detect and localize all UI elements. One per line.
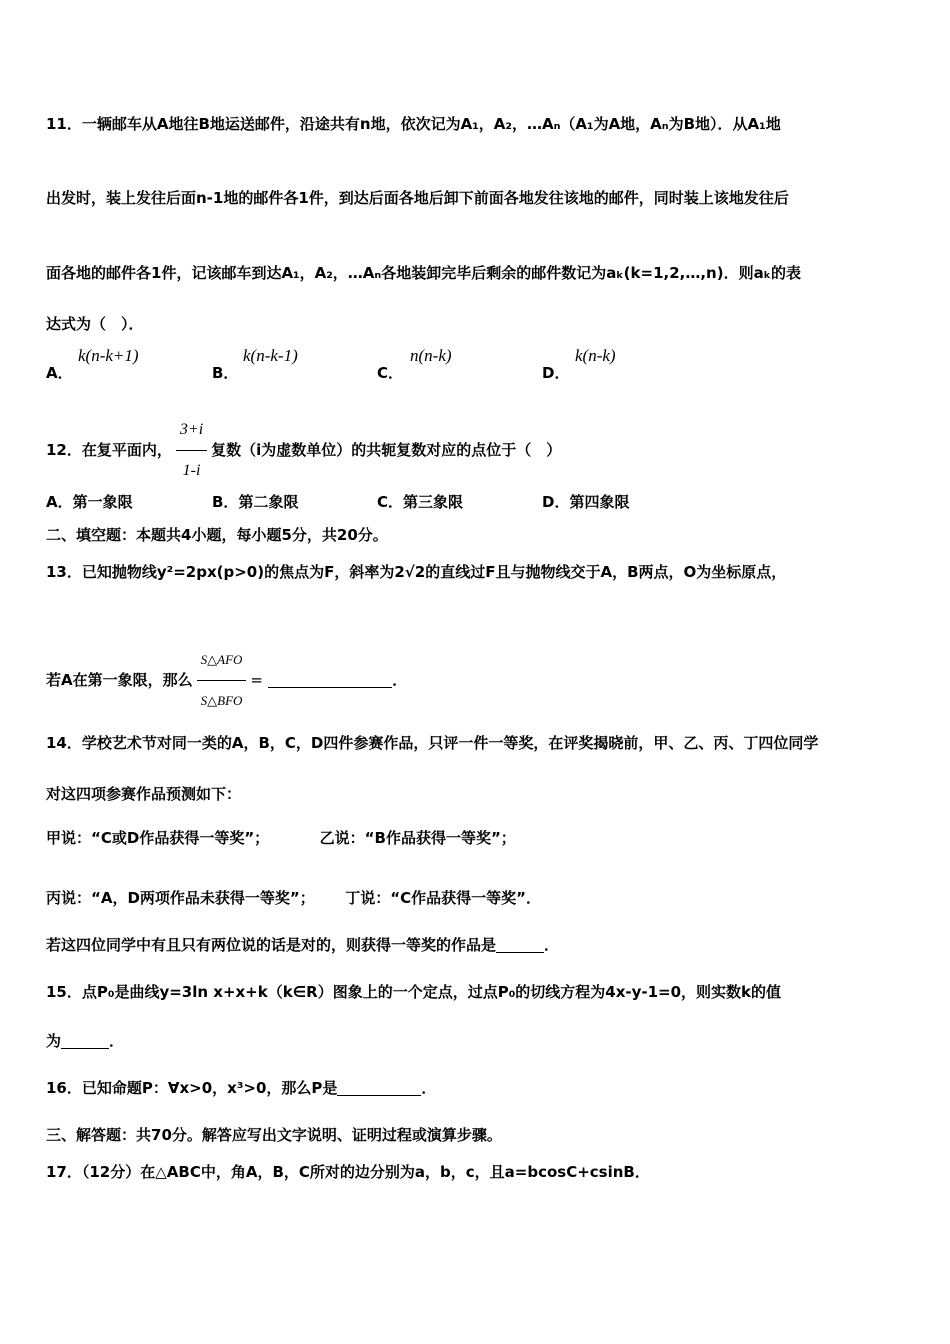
q12-option-b: B．第二象限 — [212, 493, 299, 511]
q14-bing: 丙说：“A，D两项作品未获得一等奖”； — [46, 889, 315, 907]
q15-line1: 15．点P₀是曲线y=3ln x+x+k（k∈R）图象上的一个定点，过点P₀的切线方程为4x-y-1=0，则实数k的值 — [46, 983, 782, 1001]
q14-jia-yi — [46, 828, 910, 848]
q11-option-c-label: C． — [377, 364, 404, 382]
q14-yi: 乙说：“B作品获得一等奖”； — [319, 829, 516, 847]
q14-line5: 若这四位同学中有且只有两位说的话是对的，则获得一等奖的作品是 ． — [46, 936, 560, 954]
q14-ding: 丁说：“C作品获得一等奖”． — [345, 889, 541, 907]
q11-option-c-expr: n(n-k) — [410, 346, 452, 365]
q15-line2: 为 ． — [46, 1032, 125, 1050]
section-2-heading: 二、填空题：本题共4小题，每小题5分，共20分。 — [46, 526, 388, 544]
q17-line: 17．（12分）在△ABC中，角A，B，C所对的边分别为a，b，c，且a=bcosC+csinB． — [46, 1163, 650, 1181]
q14-line1: 14．学校艺术节对同一类的A，B，C，D四件参赛作品，只评一件一等奖，在评奖揭晓前，甲、乙、丙、丁四位同学 — [46, 734, 819, 752]
q11-line3: 面各地的邮件各1件，记该邮车到达A₁，A₂，…Aₙ各地装卸完毕后剩余的邮件数记为aₖ(k=1,2,…,n)．则aₖ的表 — [46, 264, 802, 282]
q16-answer-blank[interactable] — [337, 1081, 421, 1096]
q13-fraction: $\frac{\text{S△AFO}}{\text{S△BFO}}$ — [197, 640, 247, 721]
q12-option-d: D．第四象限 — [542, 493, 630, 511]
q13-answer-blank[interactable] — [268, 673, 392, 688]
q13-line2: 若A在第一象限，那么 $\frac{\text{S△AFO}}{\text{S△BFO}}$ = ． — [46, 640, 910, 721]
q14-jia: 甲说：“C或D作品获得一等奖”； — [46, 829, 270, 847]
section-3-heading: 三、解答题：共70分。解答应写出文字说明、证明过程或演算步骤。 — [46, 1126, 502, 1144]
q13-line1: 13．已知抛物线y²=2px(p>0)的焦点为F，斜率为2√2的直线过F且与抛物线交于A，B两点，O为坐标原点， — [46, 563, 787, 581]
q11-option-b-label: B． — [212, 364, 239, 382]
q11-option-d-label: D． — [542, 364, 570, 382]
q16-line: 16．已知命题P：∀x>0，x³>0，那么P是 ． — [46, 1079, 437, 1097]
q11-option-b-expr: k(n-k-1) — [243, 346, 298, 365]
q11-option-a-expr: k(n-k+1) — [78, 346, 139, 365]
q12-option-c: C．第三象限 — [377, 493, 464, 511]
q12-line: 12．在复平面内， $\frac{3+i}{1-i}$ 复数（i为虚数单位）的共轭复数对应的点位于（ ） — [46, 410, 910, 491]
q14-answer-blank[interactable] — [496, 938, 544, 953]
q12-option-a: A．第一象限 — [46, 493, 133, 511]
q14-line2: 对这四项参赛作品预测如下： — [46, 785, 242, 803]
q11-line4: 达式为（ ）． — [46, 315, 144, 333]
q11-option-d-expr: k(n-k) — [575, 346, 616, 365]
q12-fraction: $\frac{3+i}{1-i}$ — [176, 410, 207, 491]
q14-bing-ding — [46, 888, 910, 908]
q11-line1: 11．一辆邮车从A地往B地运送邮件，沿途共有n地，依次记为A₁，A₂，…Aₙ（A₁为A地，Aₙ为B地）．从A₁地 — [46, 115, 781, 133]
q15-answer-blank[interactable] — [61, 1034, 109, 1049]
q11-line2: 出发时，装上发往后面n-1地的邮件各1件，到达后面各地后卸下前面各地发往该地的邮件，同时装上该地发往后 — [46, 189, 789, 207]
q11-option-a-label: A． — [46, 364, 73, 382]
